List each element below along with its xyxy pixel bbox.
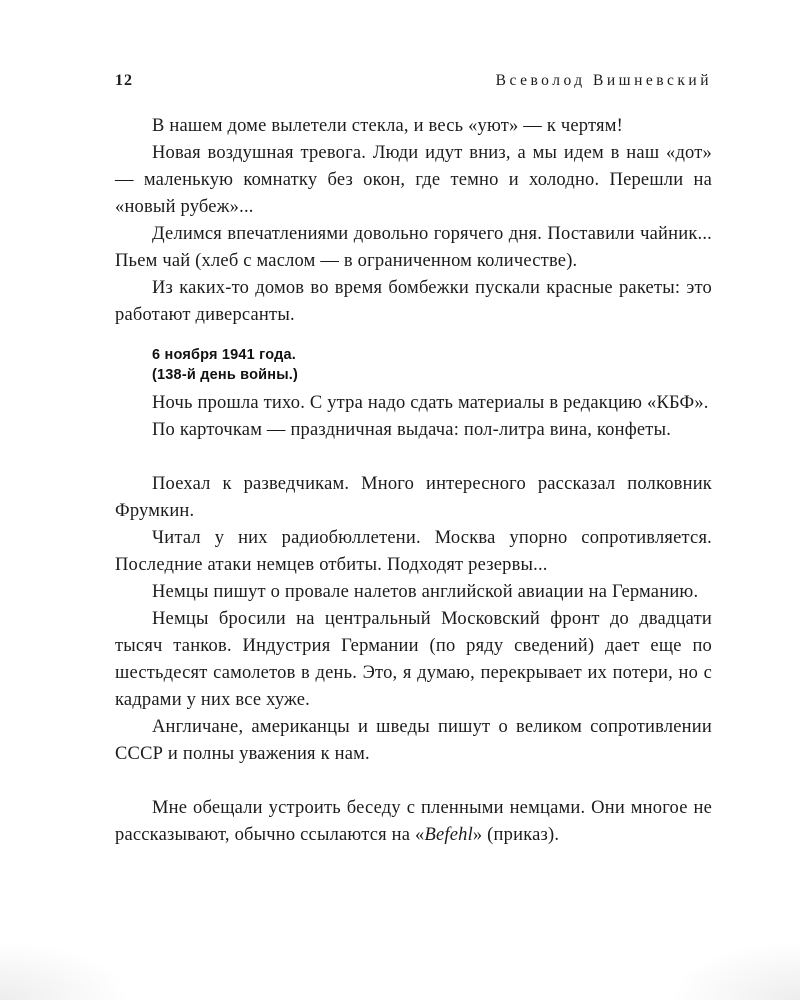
paragraph: Читал у них радиобюллетени. Москва упорно сопротивляется. Последние атаки немцев отбиты. Подходят резервы... [115,528,712,575]
page-number: 12 [115,72,133,89]
paragraph: Делимся впечатлениями довольно горячего дня. Поставили чайник... Пьем чай (хлеб с маслом — в ограниченном количестве). [115,224,712,271]
running-head [115,72,712,90]
scan-artifact-bottom-right [670,940,800,1000]
entry-heading [115,345,712,385]
paragraph-text: Мне обещали устроить беседу с пленными немцами. Они многое не рассказывают, обычно ссылаются на « [115,798,712,845]
paragraph: Немцы бросили на центральный Московский фронт до двадцати тысяч танков. Индустрия Германии (по ряду сведений) дает еще по шестьдесят самолетов в день. Это, я думаю, перекрывает их потери, но с кадрами у них все хуже. [115,609,712,710]
paragraph: В нашем доме вылетели стекла, и весь «уют» — к чертям! [152,116,623,136]
paragraph: Ночь прошла тихо. С утра надо сдать материалы в редакцию «КБФ». [152,393,709,413]
scan-artifact-bottom-left [0,940,130,1000]
paragraph: Из каких-то домов во время бомбежки пускали красные ракеты: это работают диверсанты. [115,278,712,325]
paragraph [115,795,712,849]
paragraph-text: » (приказ). [472,825,560,845]
foreign-word: Befehl [424,825,473,845]
entry-date: 6 ноября 1941 года. [152,347,296,363]
paragraph: Новая воздушная тревога. Люди идут вниз, а мы идем в наш «дот» — маленькую комнатку без окон, где темно и холодно. Перешли на «новый рубеж»... [115,143,712,217]
text-block [115,113,712,849]
running-title: Всеволод Вишневский [495,72,712,89]
paragraph: Немцы пишут о провале налетов английской авиации на Германию. [152,582,699,602]
paragraph: Поехал к разведчикам. Много интересного рассказал полковник Фрумкин. [115,474,712,521]
paragraph-gap [115,768,712,795]
paragraph: Англичане, американцы и шведы пишут о великом сопротивлении СССР и полны уважения к нам. [115,717,712,764]
paragraph: По карточкам — праздничная выдача: пол-литра вина, конфеты. [152,420,672,440]
entry-day-count: (138-й день войны.) [152,367,299,383]
paragraph-gap [115,444,712,471]
